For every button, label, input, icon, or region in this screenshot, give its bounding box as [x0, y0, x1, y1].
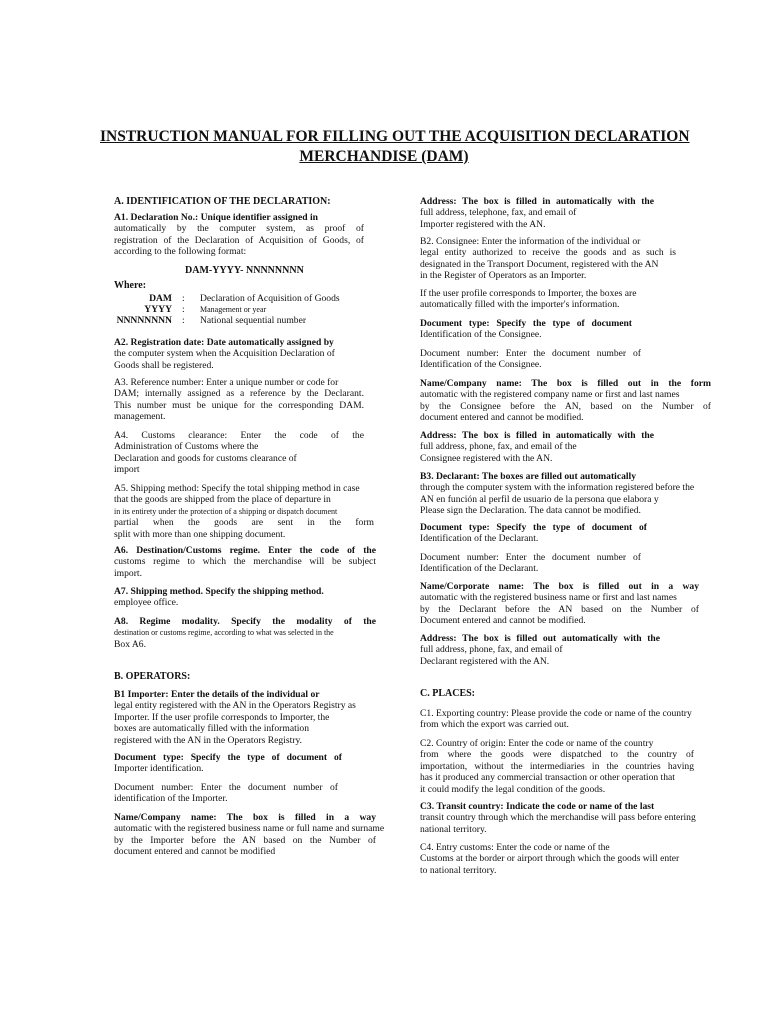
paragraph-a5: [114, 483, 374, 540]
text-line: in the Register of Operators as an Importer.: [420, 270, 587, 282]
format-key: DAM: [149, 293, 172, 304]
text-line: A7. Shipping method. Specify the shipping method.: [114, 586, 324, 597]
format-separator: :: [182, 315, 185, 326]
text-line: full address, phone, fax, and email of: [420, 644, 563, 656]
text-line: Box A6.: [114, 638, 146, 650]
paragraph-a6: [114, 545, 376, 579]
paragraph-b2-name: [420, 378, 711, 424]
text-line: through the computer system with the information registered before the: [420, 482, 695, 494]
text-line: importation, without the intermediaries in the countries having: [420, 760, 694, 772]
text-line: import: [114, 464, 140, 476]
paragraph-b2: [420, 236, 676, 282]
paragraph-b1: [114, 689, 376, 746]
text-line: B3. Declarant: The boxes are filled out automatically: [420, 471, 637, 482]
text-line: employee office.: [114, 597, 179, 609]
format-description: Declaration of Acquisition of Goods: [200, 293, 340, 304]
document-title-line-1: INSTRUCTION MANUAL FOR FILLING OUT THE ACQUISITION DECLARATION: [100, 128, 690, 145]
document-title-line-2: MERCHANDISE (DAM): [299, 148, 469, 165]
text-line: Importer registered with the AN.: [420, 218, 546, 230]
text-line: Document number: Enter the document number of: [420, 552, 641, 563]
text-line: Address: The box is filled in automatically with the: [420, 430, 654, 441]
text-line: Document number: Enter the document number of: [114, 782, 338, 793]
text-line: it could modify the legal condition of the goods.: [420, 783, 606, 795]
text-line: document entered and cannot be modified.: [420, 412, 584, 424]
paragraph-a3: [114, 377, 364, 423]
format-description: National sequential number: [200, 315, 307, 326]
paragraph-b1-document-type: [114, 752, 342, 775]
text-line: Administration of Customs where the: [114, 441, 259, 453]
text-line: A2. Registration date: Date automatically assigned by: [114, 337, 334, 348]
text-line: B2. Consignee: Enter the information of the individual or: [420, 236, 641, 247]
text-line: full address, telephone, fax, and email of: [420, 207, 577, 219]
text-line: registration of the Declaration of Acquisition of Goods, of: [114, 234, 364, 246]
text-line: Document entered and cannot be modified.: [420, 615, 586, 627]
text-line: identification of the Importer.: [114, 793, 228, 805]
text-line: Identification of the Consignee.: [420, 359, 542, 371]
text-line: automatic with the registered business name or full name and surname: [114, 823, 385, 835]
text-line: legal entity authorized to receive the goods and as such is: [420, 247, 676, 259]
text-line: destination or customs regime, according to what was selected in the: [114, 628, 334, 638]
section-c-heading: C. PLACES:: [420, 688, 476, 699]
text-line: customs regime to which the merchandise will be subject: [114, 556, 376, 568]
text-line: C3. Transit country: Indicate the code or name of the last: [420, 801, 655, 812]
text-line: A6. Destination/Customs regime. Enter the code of the: [114, 545, 376, 556]
text-line: C2. Country of origin: Enter the code or name of the country: [420, 738, 654, 749]
text-line: split with more than one shipping document.: [114, 528, 286, 540]
paragraph-c3: [420, 801, 700, 835]
paragraph-a2: [114, 337, 364, 371]
paragraph-a1: [114, 212, 364, 258]
text-line: Document type: Specify the type of document of: [114, 752, 342, 763]
text-line: partial when the goods are sent in the form: [114, 517, 374, 529]
text-line: by the Consignee before the AN, based on the Number of: [420, 400, 711, 412]
format-key: YYYY: [144, 304, 172, 315]
text-line: If the user profile corresponds to Importer, the boxes are: [420, 288, 637, 299]
text-line: automatically filled with the importer's information.: [420, 299, 620, 311]
text-line: registered with the AN in the Operators Registry.: [114, 734, 303, 746]
text-line: C1. Exporting country: Please provide the code or name of the country: [420, 708, 692, 719]
text-line: Consignee registered with the AN.: [420, 452, 553, 464]
paragraph-b2-address: [420, 430, 654, 464]
paragraph-importer-address: [420, 196, 654, 230]
text-line: Identification of the Declarant.: [420, 563, 539, 575]
text-line: This number must be unique for the corresponding DAM.: [114, 399, 364, 411]
text-line: in its entirety under the protection of a shipping or dispatch document: [114, 506, 338, 516]
text-line: A8. Regime modality. Specify the modality of the: [114, 616, 376, 627]
text-line: legal entity registered with the AN in the Operators Registry as: [114, 700, 356, 712]
text-line: C4. Entry customs: Enter the code or name of the: [420, 842, 610, 853]
text-line: boxes are automatically filled with the information: [114, 723, 310, 735]
text-line: Document type: Specify the type of document: [420, 318, 632, 329]
text-line: from which the export was carried out.: [420, 719, 569, 731]
paragraph-b1-document-number: [114, 782, 338, 805]
section-b-heading: B. OPERATORS:: [114, 671, 191, 682]
text-line: Please sign the Declaration. The data cannot be modified.: [420, 505, 641, 517]
text-line: B1 Importer: Enter the details of the individual or: [114, 689, 320, 700]
text-line: Address: The box is filled in automatically with the: [420, 196, 654, 207]
text-line: Name/Company name: The box is filled in a way: [114, 812, 376, 823]
text-line: A5. Shipping method: Specify the total shipping method in case: [114, 483, 360, 494]
text-line: to national territory.: [420, 864, 497, 876]
paragraph-a7: [114, 586, 364, 609]
text-line: automatically by the computer system, as proof of: [114, 223, 364, 235]
text-line: the computer system when the Acquisition Declaration of: [114, 348, 335, 360]
text-line: A3. Reference number: Enter a unique number or code for: [114, 377, 339, 388]
text-line: Importer. If the user profile corresponds to Importer, the: [114, 711, 330, 723]
text-line: full address, phone, fax, and email of the: [420, 441, 577, 453]
paragraph-b2-document-type: [420, 318, 632, 341]
format-description: Management or year: [200, 305, 267, 314]
text-line: management.: [114, 411, 166, 423]
format-separator: :: [182, 304, 185, 315]
text-line: by the Importer before the AN based on the Number of: [114, 834, 376, 846]
where-label: Where:: [114, 280, 147, 291]
paragraph-b1-name: [114, 812, 385, 858]
text-line: Name/Corporate name: The box is filled out in a way: [420, 581, 699, 592]
text-line: Customs at the border or airport through which the goods will enter: [420, 853, 680, 865]
format-code: DAM-YYYY- NNNNNNNN: [185, 265, 304, 276]
text-line: DAM; internally assigned as a reference by the Declarant.: [114, 388, 364, 400]
text-line: according to the following format:: [114, 246, 247, 258]
paragraph-b3-document-number: [420, 552, 641, 575]
text-line: Goods shall be registered.: [114, 359, 214, 371]
text-line: from where the goods were dispatched to the country of: [420, 749, 694, 761]
text-line: automatic with the registered company name or first and last names: [420, 389, 680, 401]
paragraph-b3-document-type: [420, 522, 647, 545]
format-separator: :: [182, 293, 185, 304]
text-line: Document type: Specify the type of document of: [420, 522, 647, 533]
paragraph-b2-document-number: [420, 348, 641, 371]
text-line: Identification of the Declarant.: [420, 533, 539, 545]
text-line: by the Declarant before the AN based on the Number of: [420, 603, 699, 615]
text-line: Declaration and goods for customs clearance of: [114, 452, 297, 464]
text-line: automatic with the registered business name or first and last names: [420, 592, 677, 604]
text-line: has it produced any commercial transaction or other operation that: [420, 772, 675, 784]
text-line: national territory.: [420, 823, 487, 835]
section-a-heading: A. IDENTIFICATION OF THE DECLARATION:: [114, 196, 331, 207]
paragraph-c2: [420, 738, 694, 795]
paragraph-b3: [420, 471, 695, 517]
paragraph-a8: [114, 616, 376, 650]
text-line: document entered and cannot be modified: [114, 846, 276, 858]
text-line: import.: [114, 567, 142, 579]
paragraph-c1: [420, 708, 690, 731]
text-line: Identification of the Consignee.: [420, 329, 542, 341]
paragraph-b2-profile: [420, 288, 676, 311]
text-line: Declarant registered with the AN.: [420, 655, 550, 667]
paragraph-b3-name: [420, 581, 699, 627]
text-line: that the goods are shipped from the place of departure in: [114, 494, 331, 506]
paragraph-c4: [420, 842, 690, 876]
text-line: Document number: Enter the document number of: [420, 348, 641, 359]
text-line: Importer identification.: [114, 763, 204, 775]
text-line: Address: The box is filled out automatically with the: [420, 633, 660, 644]
text-line: designated in the Transport Document, registered with the AN: [420, 258, 659, 270]
paragraph-b3-address: [420, 633, 660, 667]
text-line: AN en función al perfil de usuario de la persona que elabora y: [420, 493, 659, 505]
text-line: A4. Customs clearance: Enter the code of the: [114, 430, 364, 441]
format-key: NNNNNNNN: [116, 315, 172, 326]
paragraph-a4: [114, 430, 364, 476]
text-line: transit country through which the merchandise will pass before entering: [420, 812, 696, 824]
text-line: Name/Company name: The box is filled out in the form: [420, 378, 711, 389]
text-line: A1. Declaration No.: Unique identifier assigned in: [114, 212, 318, 223]
